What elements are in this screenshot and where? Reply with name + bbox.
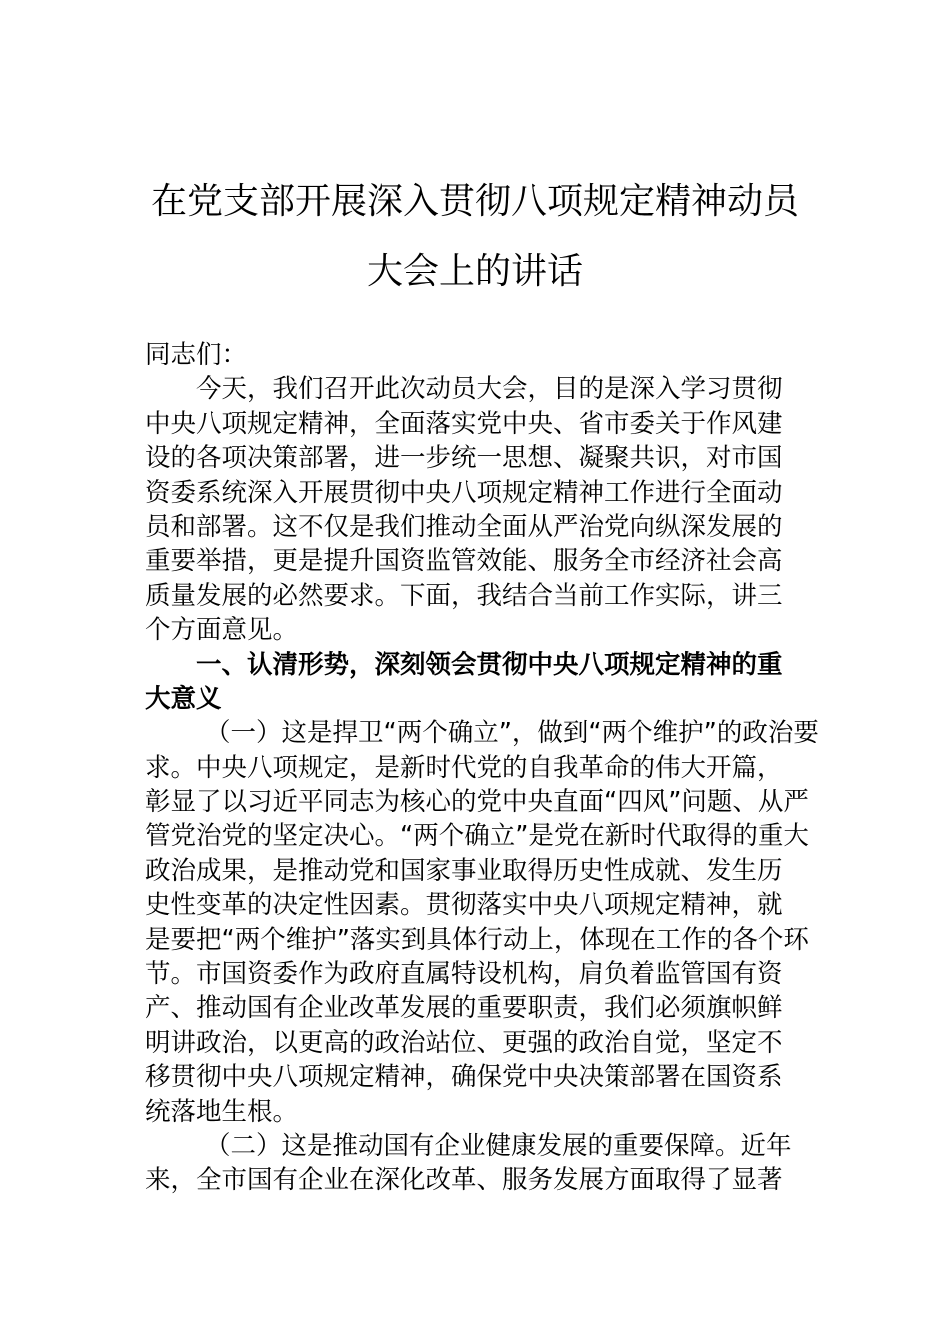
paragraph-line: 史性变革的决定性因素。贯彻落实中央八项规定精神，就 <box>145 890 783 921</box>
paragraph-line: 统落地生根。 <box>145 1096 299 1127</box>
paragraph-line: （二）这是推动国有企业健康发展的重要保障。近年 <box>205 1130 792 1161</box>
paragraph-line: 移贯彻中央八项规定精神，确保党中央决策部署在国资系 <box>145 1062 783 1093</box>
paragraph-line: （一）这是捍卫“两个确立”，做到“两个维护”的政治要 <box>205 718 819 749</box>
paragraph-line: 重要举措，更是提升国资监管效能、服务全市经济社会高 <box>145 546 783 577</box>
paragraph-line: 节。市国资委作为政府直属特设机构，肩负着监管国有资 <box>145 959 783 990</box>
paragraph-line: 质量发展的必然要求。下面，我结合当前工作实际，讲三 <box>145 580 783 611</box>
paragraph-line: 个方面意见。 <box>145 615 299 646</box>
paragraph-line: 是要把“两个维护”落实到具体行动上，体现在工作的各个环 <box>145 924 809 955</box>
document-body <box>145 338 819 1198</box>
paragraph-line: 明讲政治，以更高的政治站位、更强的政治自觉，坚定不 <box>145 1027 783 1058</box>
document-title-line-2: 大会上的讲话 <box>366 251 583 292</box>
section-heading: 大意义 <box>145 683 222 714</box>
paragraph-line: 彰显了以习近平同志为核心的党中央直面“四风”问题、从严 <box>145 787 809 818</box>
section-heading: 一、认清形势，深刻领会贯彻中央八项规定精神的重 <box>196 649 783 680</box>
paragraph-line: 政治成果，是推动党和国家事业取得历史性成就、发生历 <box>145 855 783 886</box>
paragraph-line: 资委系统深入开展贯彻中央八项规定精神工作进行全面动 <box>145 477 783 508</box>
paragraph-line: 产、推动国有企业改革发展的重要职责，我们必须旗帜鲜 <box>145 993 783 1024</box>
paragraph-line: 员和部署。这不仅是我们推动全面从严治党向纵深发展的 <box>145 511 783 542</box>
document-title-line-1: 在党支部开展深入贯彻八项规定精神动员 <box>150 181 799 222</box>
paragraph-line: 中央八项规定精神，全面落实党中央、省市委关于作风建 <box>145 408 783 439</box>
salutation: 同志们： <box>145 340 248 370</box>
paragraph-line: 管党治党的坚定决心。“两个确立”是党在新时代取得的重大 <box>145 821 809 852</box>
paragraph-line: 来，全市国有企业在深化改革、服务发展方面取得了显著 <box>145 1165 783 1196</box>
paragraph-line: 今天，我们召开此次动员大会，目的是深入学习贯彻 <box>196 374 783 405</box>
paragraph-line: 求。中央八项规定，是新时代党的自我革命的伟大开篇， <box>145 752 783 783</box>
paragraph-line: 设的各项决策部署，进一步统一思想、凝聚共识，对市国 <box>145 443 783 474</box>
